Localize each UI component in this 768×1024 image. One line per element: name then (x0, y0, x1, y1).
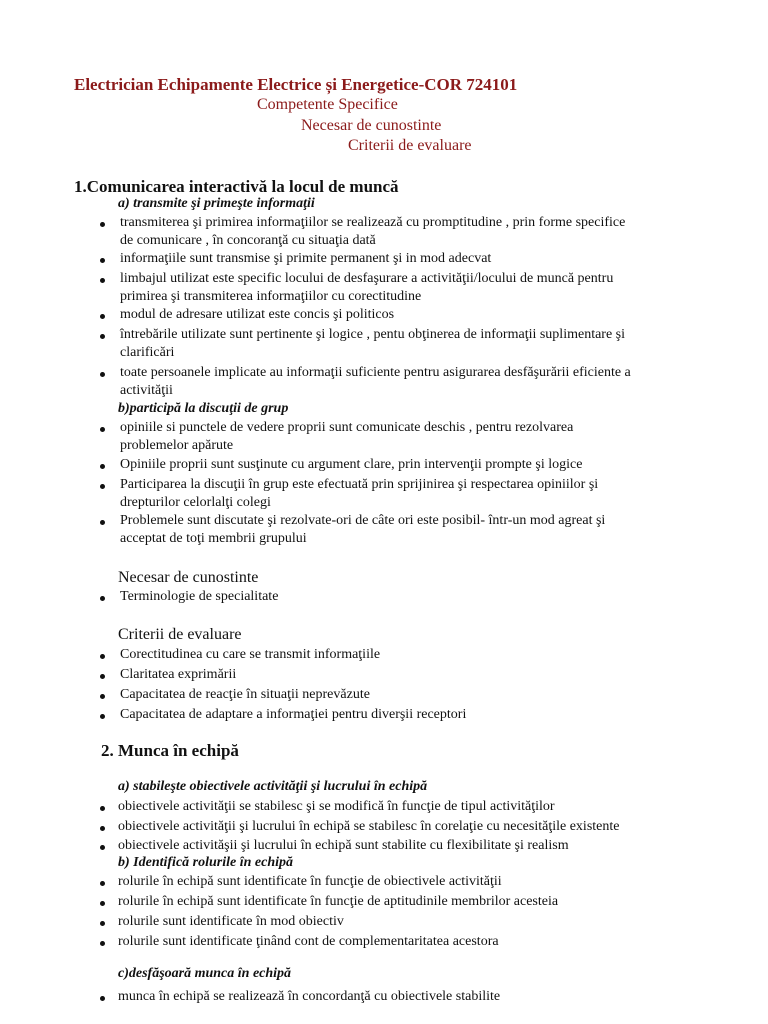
bullet (100, 901, 105, 906)
list-item-continuation: primirea şi transmiterea informaţiilor cu corectitudine (120, 289, 422, 304)
bullet (100, 278, 105, 283)
bullet (100, 881, 105, 886)
bullet (100, 694, 105, 699)
bullet (100, 427, 105, 432)
list-item-continuation: clarificări (120, 345, 175, 360)
bullet (100, 464, 105, 469)
list-item-continuation: activităţii (120, 383, 173, 398)
list-item: rolurile sunt identificate în mod obiectiv (118, 914, 344, 929)
bullet (100, 941, 105, 946)
list-item: obiectivele activităţii se stabilesc şi se modifică în funcţie de tipul activităţilor (118, 799, 555, 814)
list-item: rolurile în echipă sunt identificate în funcţie de obiectivele activităţii (118, 874, 502, 889)
list-item: limbajul utilizat este specific locului de desfaşurare a activităţii/locului de muncă pentru (120, 271, 614, 286)
document-title: Electrician Echipamente Electrice și Energetice-COR 724101 (74, 75, 518, 94)
list-item-continuation: acceptat de toţi membrii grupului (120, 531, 307, 546)
section-2a-heading: a) stabileşte obiectivele activităţii şi lucrului în echipă (118, 779, 428, 794)
bullet (100, 674, 105, 679)
list-item: munca în echipă se realizează în concordanţă cu obiectivele stabilite (118, 989, 501, 1004)
list-item: Corectitudinea cu care se transmit informaţiile (120, 647, 381, 662)
list-item: informaţiile sunt transmise şi primite permanent şi in mod adecvat (120, 251, 492, 266)
list-item: toate persoanele implicate au informaţii suficiente pentru asigurarea desfăşurării eficiente a (120, 365, 631, 380)
bullet (100, 921, 105, 926)
section-1a-heading: a) transmite şi primeşte informaţii (118, 196, 315, 211)
list-item-continuation: de comunicare , în concoranţă cu situaţia dată (120, 233, 376, 248)
bullet (100, 845, 105, 850)
bullet (100, 826, 105, 831)
list-item: Claritatea exprimării (120, 667, 237, 682)
header-line-criterii: Criterii de evaluare (348, 137, 472, 154)
list-item: Terminologie de specialitate (120, 589, 279, 604)
list-item: Capacitatea de reacţie în situaţii neprevăzute (120, 687, 370, 702)
list-item: transmiterea şi primirea informaţiilor se realizează cu promptitudine , prin forme specifice (120, 215, 626, 230)
bullet (100, 996, 105, 1001)
section-1-heading: 1.Comunicarea interactivă la locul de muncă (74, 177, 399, 196)
list-item-continuation: problemelor apărute (120, 438, 234, 453)
list-item: Problemele sunt discutate şi rezolvate-ori de câte ori este posibil- într-un mod agreat şi (120, 513, 606, 528)
bullet (100, 654, 105, 659)
necesar-heading: Necesar de cunostinte (118, 569, 259, 586)
list-item: obiectivele activităşii şi lucrului în echipă sunt stabilite cu flexibilitate şi realism (118, 838, 569, 853)
list-item-continuation: drepturilor celorlalţi colegi (120, 495, 271, 510)
bullet (100, 714, 105, 719)
list-item: rolurile sunt identificate ţinând cont de complementaritatea acestora (118, 934, 499, 949)
bullet (100, 314, 105, 319)
header-line-competente: Competente Specifice (257, 96, 398, 113)
list-item: obiectivele activităţii şi lucrului în echipă se stabilesc în corelaţie cu necesităţile existente (118, 819, 620, 834)
list-item: rolurile în echipă sunt identificate în funcţie de aptitudinile membrilor acesteia (118, 894, 559, 909)
header-line-necesar: Necesar de cunostinte (301, 117, 442, 134)
bullet (100, 596, 105, 601)
bullet (100, 258, 105, 263)
section-2b-heading: b) Identifică rolurile în echipă (118, 855, 293, 870)
bullet (100, 222, 105, 227)
section-2-heading: 2. Munca în echipă (101, 741, 239, 760)
bullet (100, 334, 105, 339)
list-item: Capacitatea de adaptare a informaţiei pentru diverşii receptori (120, 707, 467, 722)
list-item: opiniile si punctele de vedere proprii sunt comunicate deschis , pentru rezolvarea (120, 420, 574, 435)
list-item: Opiniile proprii sunt susţinute cu argument clare, prin intervenţii prompte şi logice (120, 457, 583, 472)
bullet (100, 372, 105, 377)
list-item: întrebările utilizate sunt pertinente şi logice , pentu obţinerea de informaţii suplimentare şi (120, 327, 626, 342)
bullet (100, 484, 105, 489)
bullet (100, 520, 105, 525)
list-item: modul de adresare utilizat este concis şi politicos (120, 307, 395, 322)
section-2c-heading: c)desfăşoară munca în echipă (118, 966, 292, 981)
criterii-heading: Criterii de evaluare (118, 626, 242, 643)
bullet (100, 806, 105, 811)
list-item: Participarea la discuţii în grup este efectuată prin sprijinirea şi respectarea opiniilor şi (120, 477, 599, 492)
section-1b-heading: b)participă la discuţii de grup (118, 401, 289, 416)
